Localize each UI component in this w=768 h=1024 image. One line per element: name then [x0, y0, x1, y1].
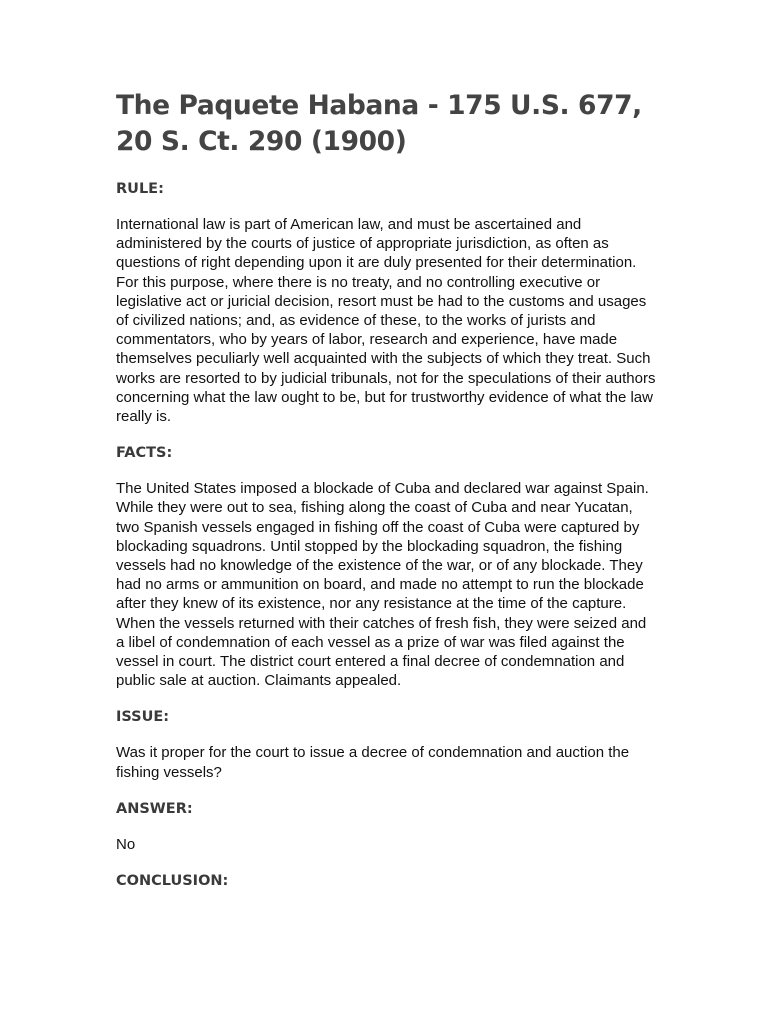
document-title: The Paquete Habana - 175 U.S. 677, 20 S. Ct. 290 (1900) [116, 90, 642, 157]
section-heading-facts: FACTS: [116, 445, 173, 462]
section-heading-conclusion: CONCLUSION: [116, 873, 229, 890]
section-heading-issue: ISSUE: [116, 709, 170, 726]
section-heading-answer: ANSWER: [116, 800, 193, 817]
section-body-answer: No [116, 835, 136, 853]
section-body-rule: International law is part of American law, and must be ascertained and administered by the courts of justice of appropriate jurisdiction, as often as questions of right depending upon it are duly presented for their determination. For this purpose, where there is no treaty, and no controlling executive or legislative act or juricial decision, resort must be had to the customs and usages of civilized nations; and, as evidence of these, to the works of jurists and commentators, who by years of labor, research and experience, have made themselves peculiarly well acquainted with the subjects of which they treat. Such works are resorted to by judicial tribunals, not for the speculations of their authors concerning what the law ought to be, but for trustworthy evidence of what the law really is. [116, 216, 656, 426]
document-page [116, 88, 656, 908]
section-heading-rule: RULE: [116, 181, 164, 197]
section-body-issue: Was it proper for the court to issue a decree of condemnation and auction the fishing vessels? [116, 744, 630, 781]
section-body-facts: The United States imposed a blockade of Cuba and declared war against Spain. While they were out to sea, fishing along the coast of Cuba and near Yucatan, two Spanish vessels engaged in fishing off the coast of Cuba were captured by blockading squadrons. Until stopped by the blockading squadron, the fishing vessels had no knowledge of the existence of the war, or of any blockade. They had no arms or ammunition on board, and made no attempt to run the blockade after they knew of its existence, nor any resistance at the time of the capture. When the vessels returned with their catches of fresh fish, they were seized and a libel of condemnation of each vessel as a prize of war was filed against the vessel in court. The district court entered a final decree of condemnation and public sale at auction. Claimants appealed. [116, 480, 649, 690]
